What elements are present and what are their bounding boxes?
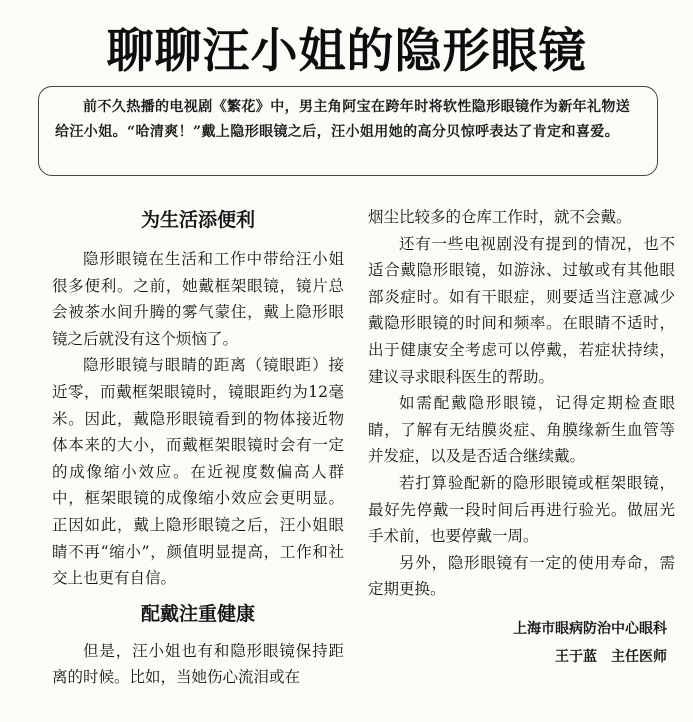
- paragraph: 隐形眼镜与眼睛的距离（镜眼距）接近零，而戴框架眼镜时，镜眼距约为12毫米。因此，戴隐形眼镜看到的物体接近物体本来的大小，而戴框架眼镜时会有一定的成像缩小效应。在近视度数偏高人群中，框架眼镜的成像缩小效应会更明显。正因如此，戴上隐形眼镜之后，汪小姐眼睛不再“缩小”，颜值明显提高，工作和社交上也更有自信。: [52, 356, 344, 588]
- author-org: 上海市眼病防治中心眼科: [513, 620, 667, 637]
- paragraph: 另外，隐形眼镜有一定的使用寿命，需定期更换。: [368, 553, 675, 599]
- article-title: 聊聊汪小姐的隐形眼镜: [106, 24, 587, 79]
- paragraph: 还有一些电视剧没有提到的情况，也不适合戴隐形眼镜，如游泳、过敏或有其他眼部炎症时。如有干眼症，则要适当注意减少戴隐形眼镜的时间和频率。在眼睛不适时，出于健康安全考虑可以停戴，若症状持续，建议寻求眼科医生的帮助。: [368, 234, 675, 386]
- author-name: 王于蓝 主任医师: [555, 648, 667, 665]
- paragraph: 如需配戴隐形眼镜，记得定期检查眼睛，了解有无结膜炎症、角膜缘新生血管等并发症，以及是否适合继续戴。: [368, 394, 675, 466]
- author-signature: [368, 615, 675, 671]
- paragraph: 但是，汪小姐也有和隐形眼镜保持距离的时候。比如，当她伤心流泪或在: [52, 641, 344, 687]
- paragraph: 隐形眼镜在生活和工作中带给汪小姐很多便利。之前，她戴框架眼镜，镜片总会被茶水间升腾的雾气蒙住，戴上隐形眼镜之后就没有这个烦恼了。: [52, 250, 344, 348]
- section-heading-convenience: 为生活添便利: [140, 209, 255, 231]
- paragraph-continued: 烟尘比较多的仓库工作时，就不会戴。: [368, 208, 632, 226]
- paragraph: 若打算验配新的隐形眼镜或框架眼镜，最好先停戴一段时间后再进行验光。做屈光手术前，也要停戴一周。: [368, 473, 675, 546]
- right-column: [368, 204, 675, 671]
- section-heading-health: 配戴注重健康: [140, 602, 255, 625]
- lead-text: 前不久热播的电视剧《繁花》中，男主角阿宝在跨年时将软性隐形眼镜作为新年礼物送给汪小姐。“哈清爽！”戴上隐形眼镜之后，汪小姐用她的高分贝惊呼表达了肯定和喜爱。: [55, 99, 631, 140]
- lead-box: [38, 86, 658, 176]
- left-column: [52, 196, 344, 691]
